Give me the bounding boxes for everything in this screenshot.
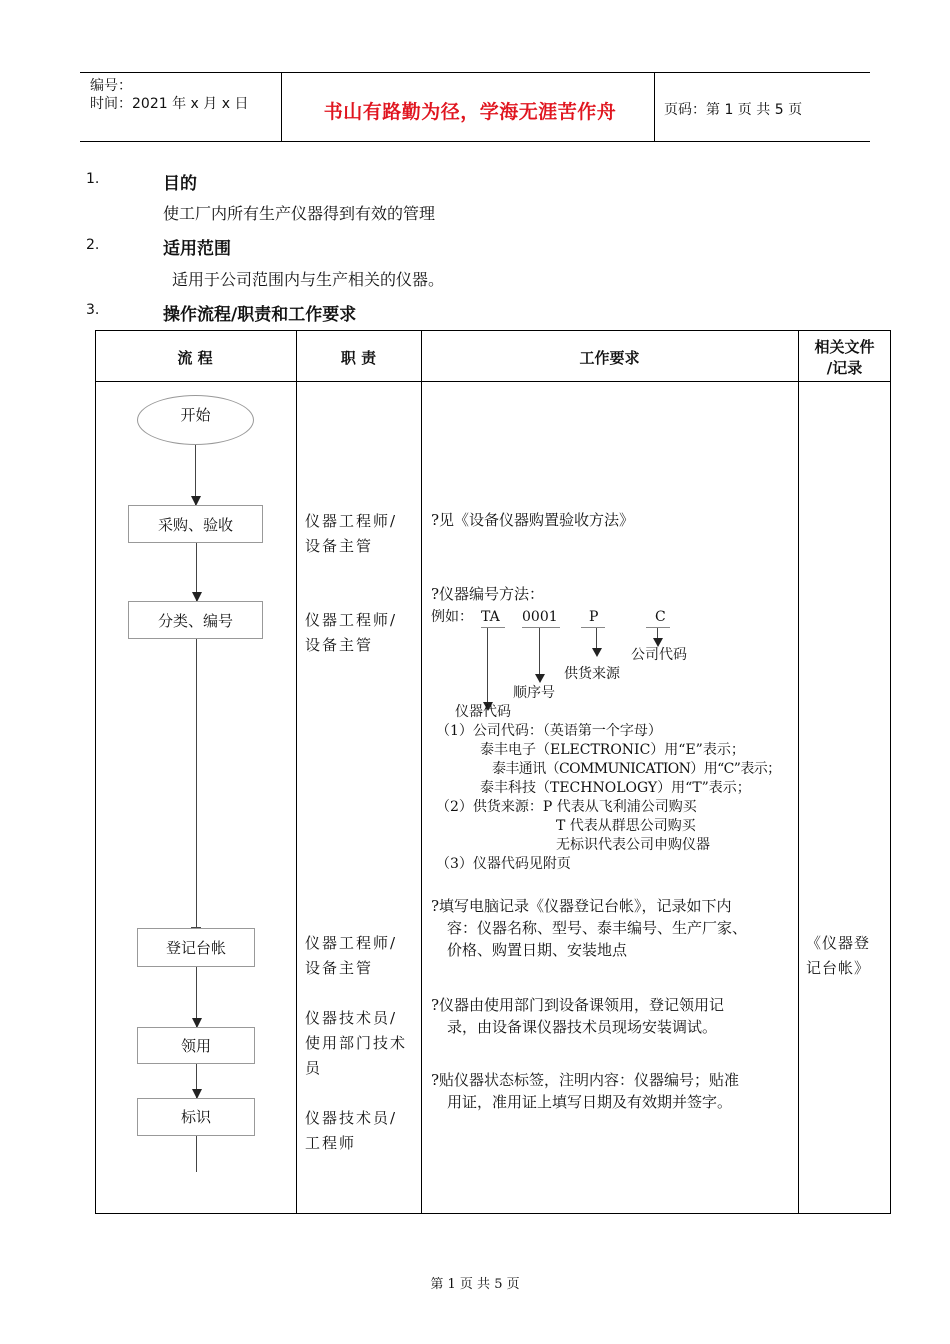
slogan: 书山有路勤为径，学海无涯苦作舟 xyxy=(323,101,617,123)
code-note: 泰丰科技（TECHNOLOGY）用“T”表示； xyxy=(480,780,751,796)
flow-node-ledger: 登记台帐 xyxy=(137,928,255,967)
role-line: 设备主管 xyxy=(305,959,374,977)
role-line: 仪器工程师/ xyxy=(305,611,398,629)
role-line: 设备主管 xyxy=(305,537,374,555)
document-header xyxy=(80,72,870,142)
column-header-requirement: 工作要求 xyxy=(579,349,640,367)
header-divider xyxy=(281,73,282,141)
role-cell xyxy=(305,1006,423,1081)
code-example-label: 例如： xyxy=(431,609,473,625)
code-note: （2）供货来源：P 代表从飞利浦公司购买 xyxy=(436,799,697,815)
code-note: 无标识代表公司申购仪器 xyxy=(556,837,710,853)
role-cell xyxy=(305,1106,423,1156)
requirement-ledger xyxy=(431,895,793,961)
code-underline xyxy=(581,627,605,628)
requirement-purchase: ?见《设备仪器购置验收方法》 xyxy=(431,511,635,529)
page-label: 页码：第 1 页 共 5 页 xyxy=(664,102,803,118)
requirement-line: 录，由设备课仪器技术员现场安装调试。 xyxy=(447,1018,718,1036)
section-text: 使工厂内所有生产仪器得到有效的管理 xyxy=(163,204,436,223)
flow-node-receive: 领用 xyxy=(137,1027,255,1064)
date-label: 时间：2021 年 x 月 x 日 xyxy=(90,96,249,112)
code-note: T 代表从群思公司购买 xyxy=(556,818,696,834)
code-part: 0001 xyxy=(522,609,558,625)
code-instr-label: 仪器代码 xyxy=(455,704,511,720)
requirement-line: ?填写电脑记录《仪器登记台帐》，记录如下内 xyxy=(431,897,732,915)
flow-node-classify: 分类、编号 xyxy=(128,601,263,639)
header-row-divider xyxy=(96,381,890,382)
code-underline xyxy=(646,627,670,628)
code-underline xyxy=(481,627,505,628)
role-line: 仪器工程师/ xyxy=(305,512,398,530)
code-note: 泰丰电子（ELECTRONIC）用“E”表示； xyxy=(480,742,745,758)
code-label: 编号： xyxy=(90,78,132,94)
docs-header-line: /记录 xyxy=(826,359,863,377)
requirement-code-method: ?仪器编号方法： xyxy=(431,585,545,603)
flow-node-label: 标识 xyxy=(137,1098,255,1136)
code-note: （1）公司代码：（英语第一个字母） xyxy=(436,723,662,739)
code-part: C xyxy=(655,609,666,625)
code-note: 泰丰通讯（COMMUNICATION）用“C”表示； xyxy=(492,761,781,777)
code-supplier-label: 供货来源 xyxy=(564,666,620,682)
requirement-line: 用证，准用证上填写日期及有效期并签字。 xyxy=(447,1093,733,1111)
code-note: （3）仪器代码见附页 xyxy=(436,856,571,872)
arrow-down-icon xyxy=(533,674,547,684)
header-divider xyxy=(654,73,655,141)
code-part: P xyxy=(589,609,599,625)
requirement-line: 容：仪器名称、型号、泰丰编号、生产厂家、 xyxy=(447,919,748,937)
related-doc-ledger xyxy=(806,931,870,981)
role-line: 仪器工程师/ xyxy=(305,934,398,952)
requirement-line: ?仪器由使用部门到设备课领用，登记领用记 xyxy=(431,996,725,1014)
role-line: 工程师 xyxy=(305,1134,357,1152)
code-seq-label: 顺序号 xyxy=(513,685,555,701)
doc-line: 《仪器登 xyxy=(806,934,871,952)
requirement-label xyxy=(431,1069,793,1113)
role-line: 使用部门技术 xyxy=(305,1034,408,1052)
requirement-line: 价格、购置日期、安装地点 xyxy=(447,941,628,959)
role-line: 员 xyxy=(305,1059,323,1077)
code-company-label: 公司代码 xyxy=(631,647,687,663)
section-title: 操作流程/职责和工作要求 xyxy=(163,305,357,325)
column-divider xyxy=(798,331,799,1213)
column-header-flow: 流 程 xyxy=(177,349,213,367)
docs-header-line: 相关文件 xyxy=(814,338,875,356)
role-line: 设备主管 xyxy=(305,636,374,654)
header-meta xyxy=(90,77,248,113)
section-number: 1. xyxy=(86,171,100,187)
doc-line: 记台帐》 xyxy=(806,959,871,977)
section-number: 3. xyxy=(86,302,100,318)
code-connector xyxy=(487,628,488,706)
role-line: 仪器技术员/ xyxy=(305,1109,398,1127)
column-header-role: 职 责 xyxy=(340,349,377,367)
code-part: TA xyxy=(481,609,500,625)
page-footer: 第 1 页 共 5 页 xyxy=(430,1277,520,1292)
column-divider xyxy=(296,331,297,1213)
flow-connector xyxy=(196,1136,197,1172)
role-cell xyxy=(305,608,423,658)
flow-node-start: 开始 xyxy=(137,395,254,445)
code-underline xyxy=(522,627,560,628)
section-title: 适用范围 xyxy=(163,239,231,259)
section-number: 2. xyxy=(86,237,100,253)
section-title: 目的 xyxy=(163,174,197,194)
code-connector xyxy=(539,628,540,678)
role-line: 仪器技术员/ xyxy=(305,1009,398,1027)
section-text: 适用于公司范围内与生产相关的仪器。 xyxy=(172,270,445,289)
role-cell xyxy=(305,509,423,559)
requirement-line: ?贴仪器状态标签，注明内容：仪器编号；贴准 xyxy=(431,1071,740,1089)
role-cell xyxy=(305,931,423,981)
flow-node-purchase: 采购、验收 xyxy=(128,505,263,543)
requirement-receive xyxy=(431,994,793,1038)
column-header-docs xyxy=(798,336,891,378)
arrow-down-icon xyxy=(590,648,604,658)
flow-connector xyxy=(196,639,197,928)
